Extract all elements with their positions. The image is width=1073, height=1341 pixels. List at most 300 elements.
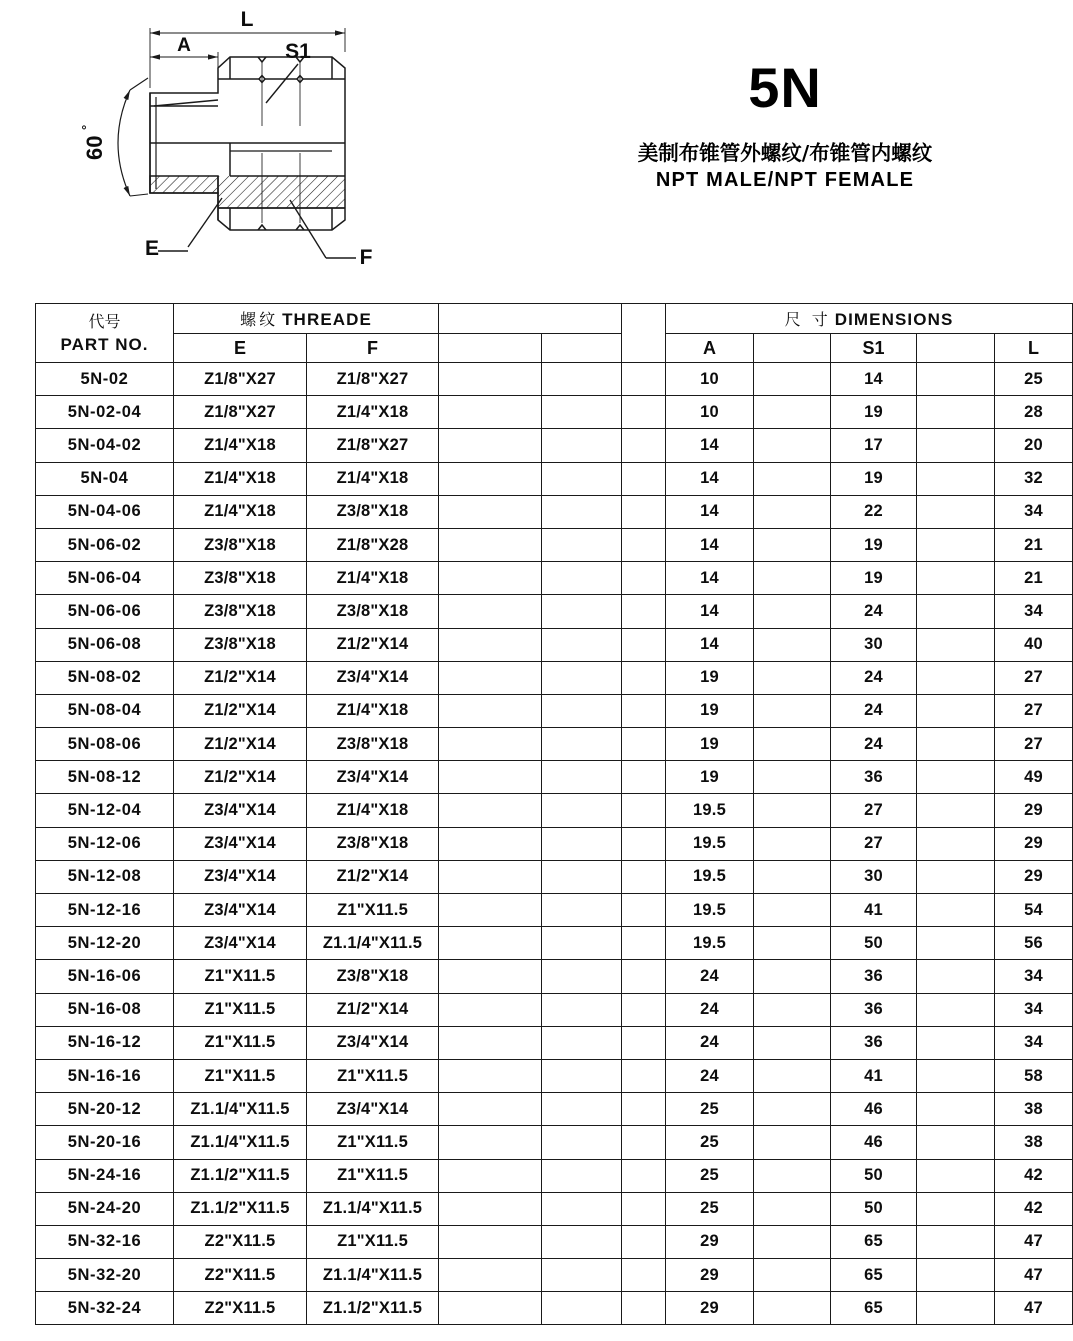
cell-spacer	[622, 528, 666, 561]
cell-dimension-s1: 24	[831, 728, 917, 761]
cell-blank-4	[917, 1059, 995, 1092]
cell-dimension-l: 56	[995, 927, 1073, 960]
cell-blank-4	[917, 1026, 995, 1059]
cell-blank-2	[542, 1026, 622, 1059]
cell-blank-3	[754, 827, 831, 860]
cell-thread-f: Z1.1/2"X11.5	[307, 1292, 439, 1325]
cell-dimension-a: 29	[666, 1225, 754, 1258]
cell-thread-f: Z1/2"X14	[307, 860, 439, 893]
cell-blank-2	[542, 363, 622, 396]
cell-thread-e: Z1"X11.5	[174, 960, 307, 993]
cell-spacer	[622, 1059, 666, 1092]
cell-thread-f: Z1.1/4"X11.5	[307, 1192, 439, 1225]
cell-dimension-a: 25	[666, 1126, 754, 1159]
cell-blank-2	[542, 1292, 622, 1325]
cell-blank-1	[439, 1026, 542, 1059]
cell-spacer	[622, 860, 666, 893]
cell-dimension-s1: 19	[831, 462, 917, 495]
cell-thread-f: Z1/8"X28	[307, 528, 439, 561]
table-row	[36, 761, 1073, 794]
table-row	[36, 993, 1073, 1026]
table-row	[36, 1225, 1073, 1258]
cell-thread-e: Z2"X11.5	[174, 1259, 307, 1292]
cell-thread-e: Z3/4"X14	[174, 794, 307, 827]
cell-part-no: 5N-32-20	[36, 1259, 174, 1292]
cell-blank-1	[439, 794, 542, 827]
cell-dimension-a: 24	[666, 960, 754, 993]
cell-thread-f: Z1/2"X14	[307, 628, 439, 661]
cell-spacer	[622, 1126, 666, 1159]
cell-thread-f: Z1"X11.5	[307, 1159, 439, 1192]
table-row	[36, 396, 1073, 429]
part-series-code: 5N	[748, 56, 822, 119]
cell-blank-3	[754, 694, 831, 727]
cell-dimension-l: 34	[995, 993, 1073, 1026]
cell-dimension-l: 38	[995, 1126, 1073, 1159]
cell-blank-1	[439, 761, 542, 794]
cell-dimension-l: 25	[995, 363, 1073, 396]
cell-spacer	[622, 1292, 666, 1325]
cell-part-no: 5N-06-02	[36, 528, 174, 561]
cell-dimension-a: 25	[666, 1159, 754, 1192]
cell-thread-e: Z3/8"X18	[174, 528, 307, 561]
cell-blank-4	[917, 1159, 995, 1192]
cell-dimension-a: 19.5	[666, 860, 754, 893]
cell-blank-4	[917, 993, 995, 1026]
cell-blank-4	[917, 1093, 995, 1126]
cell-part-no: 5N-08-06	[36, 728, 174, 761]
cell-thread-e: Z1"X11.5	[174, 1059, 307, 1092]
cell-blank-3	[754, 595, 831, 628]
cell-dimension-a: 24	[666, 993, 754, 1026]
cell-dimension-s1: 19	[831, 562, 917, 595]
cell-blank-4	[917, 1259, 995, 1292]
cell-dimension-a: 25	[666, 1192, 754, 1225]
cell-thread-e: Z3/4"X14	[174, 827, 307, 860]
cell-blank-2	[542, 728, 622, 761]
cell-part-no: 5N-08-12	[36, 761, 174, 794]
cell-dimension-s1: 30	[831, 860, 917, 893]
cell-thread-f: Z3/4"X14	[307, 1093, 439, 1126]
column-header-blank-1	[439, 334, 542, 363]
cell-thread-f: Z3/8"X18	[307, 595, 439, 628]
cell-dimension-a: 10	[666, 396, 754, 429]
table-row	[36, 429, 1073, 462]
cell-part-no: 5N-06-04	[36, 562, 174, 595]
cell-part-no: 5N-08-02	[36, 661, 174, 694]
cell-blank-4	[917, 927, 995, 960]
cell-thread-e: Z3/4"X14	[174, 860, 307, 893]
specification-table	[35, 303, 1073, 1325]
column-header-e: E	[174, 334, 307, 363]
cell-blank-2	[542, 860, 622, 893]
header-area	[0, 0, 1002, 290]
cell-thread-e: Z3/4"X14	[174, 894, 307, 927]
cell-blank-2	[542, 429, 622, 462]
product-description-chinese: 美制布锥管外螺纹/布锥管内螺纹	[637, 141, 933, 165]
cell-thread-e: Z1/2"X14	[174, 728, 307, 761]
cell-blank-1	[439, 661, 542, 694]
table-header	[36, 304, 1073, 363]
dimension-label-L: L	[240, 8, 254, 31]
cell-thread-e: Z1/2"X14	[174, 761, 307, 794]
cell-thread-e: Z3/8"X18	[174, 562, 307, 595]
cell-part-no: 5N-04-06	[36, 495, 174, 528]
cell-dimension-l: 47	[995, 1259, 1073, 1292]
cell-thread-f: Z1/8"X27	[307, 429, 439, 462]
cell-dimension-l: 21	[995, 562, 1073, 595]
cell-blank-3	[754, 1059, 831, 1092]
cell-blank-3	[754, 1292, 831, 1325]
cell-part-no: 5N-32-16	[36, 1225, 174, 1258]
cell-blank-1	[439, 728, 542, 761]
cell-thread-f: Z1"X11.5	[307, 1126, 439, 1159]
cell-blank-3	[754, 927, 831, 960]
cell-spacer	[622, 794, 666, 827]
cell-dimension-s1: 36	[831, 993, 917, 1026]
cell-thread-e: Z1/2"X14	[174, 661, 307, 694]
cell-dimension-a: 19.5	[666, 927, 754, 960]
cell-spacer	[622, 960, 666, 993]
cell-thread-e: Z1.1/4"X11.5	[174, 1126, 307, 1159]
cell-dimension-l: 47	[995, 1225, 1073, 1258]
cell-blank-4	[917, 728, 995, 761]
group-header-thread-cn: 螺纹	[240, 310, 279, 329]
cell-spacer	[622, 363, 666, 396]
cell-dimension-s1: 50	[831, 1159, 917, 1192]
cell-thread-f: Z1.1/4"X11.5	[307, 1259, 439, 1292]
product-technical-drawing	[70, 8, 390, 280]
cell-blank-4	[917, 595, 995, 628]
cell-blank-3	[754, 495, 831, 528]
cell-dimension-a: 14	[666, 462, 754, 495]
angle-label-60: 60	[82, 135, 107, 160]
cell-dimension-l: 49	[995, 761, 1073, 794]
column-spacer	[622, 304, 666, 363]
cell-blank-3	[754, 1192, 831, 1225]
cell-blank-4	[917, 694, 995, 727]
cell-blank-2	[542, 927, 622, 960]
cell-blank-2	[542, 1225, 622, 1258]
cell-thread-f: Z3/8"X18	[307, 728, 439, 761]
cell-dimension-a: 14	[666, 595, 754, 628]
degree-symbol: °	[79, 124, 94, 130]
cell-thread-f: Z1"X11.5	[307, 894, 439, 927]
cell-blank-3	[754, 462, 831, 495]
cell-part-no: 5N-20-16	[36, 1126, 174, 1159]
cell-dimension-s1: 22	[831, 495, 917, 528]
cell-blank-2	[542, 396, 622, 429]
cell-dimension-l: 27	[995, 661, 1073, 694]
cell-part-no: 5N-16-06	[36, 960, 174, 993]
column-header-part-no-en: PART NO.	[60, 334, 149, 354]
table-row	[36, 728, 1073, 761]
cell-dimension-s1: 36	[831, 1026, 917, 1059]
cell-dimension-l: 34	[995, 960, 1073, 993]
cell-blank-3	[754, 628, 831, 661]
cell-blank-2	[542, 1093, 622, 1126]
cell-spacer	[622, 1093, 666, 1126]
cell-blank-3	[754, 761, 831, 794]
cell-part-no: 5N-20-12	[36, 1093, 174, 1126]
table-row	[36, 363, 1073, 396]
column-header-blank-2	[542, 334, 622, 363]
cell-blank-3	[754, 363, 831, 396]
cell-part-no: 5N-12-20	[36, 927, 174, 960]
cell-spacer	[622, 462, 666, 495]
cell-thread-f: Z1/8"X27	[307, 363, 439, 396]
cell-blank-1	[439, 495, 542, 528]
cell-blank-1	[439, 595, 542, 628]
cell-spacer	[622, 1192, 666, 1225]
group-header-dimensions-cn: 尺 寸	[784, 310, 831, 329]
cell-thread-f: Z1/4"X18	[307, 562, 439, 595]
cell-dimension-l: 20	[995, 429, 1073, 462]
cell-spacer	[622, 562, 666, 595]
cell-blank-1	[439, 1059, 542, 1092]
cell-blank-1	[439, 960, 542, 993]
cell-blank-4	[917, 363, 995, 396]
cell-blank-3	[754, 1026, 831, 1059]
cell-thread-e: Z1.1/4"X11.5	[174, 1093, 307, 1126]
cell-dimension-a: 19.5	[666, 794, 754, 827]
cell-part-no: 5N-32-24	[36, 1292, 174, 1325]
cell-blank-4	[917, 628, 995, 661]
cell-blank-1	[439, 860, 542, 893]
cell-spacer	[622, 495, 666, 528]
cell-thread-f: Z3/8"X18	[307, 495, 439, 528]
cell-spacer	[622, 661, 666, 694]
cell-spacer	[622, 927, 666, 960]
dimension-label-F: F	[359, 246, 373, 269]
cell-thread-e: Z1/4"X18	[174, 495, 307, 528]
cell-spacer	[622, 1159, 666, 1192]
title-block	[575, 56, 995, 192]
cell-dimension-a: 14	[666, 429, 754, 462]
cell-dimension-s1: 65	[831, 1292, 917, 1325]
cell-dimension-s1: 30	[831, 628, 917, 661]
table-row	[36, 1192, 1073, 1225]
cell-blank-4	[917, 462, 995, 495]
product-description-english: NPT MALE/NPT FEMALE	[655, 168, 915, 191]
table-row	[36, 894, 1073, 927]
column-header-f: F	[307, 334, 439, 363]
cell-blank-2	[542, 1192, 622, 1225]
cell-thread-f: Z3/4"X14	[307, 661, 439, 694]
cell-spacer	[622, 429, 666, 462]
cell-dimension-l: 29	[995, 794, 1073, 827]
cell-blank-1	[439, 363, 542, 396]
cell-part-no: 5N-12-16	[36, 894, 174, 927]
table-row	[36, 595, 1073, 628]
cell-blank-1	[439, 462, 542, 495]
cell-blank-2	[542, 761, 622, 794]
cell-dimension-l: 29	[995, 860, 1073, 893]
cell-spacer	[622, 628, 666, 661]
cell-blank-2	[542, 528, 622, 561]
cell-blank-1	[439, 1093, 542, 1126]
cell-dimension-a: 25	[666, 1093, 754, 1126]
cell-blank-1	[439, 429, 542, 462]
cell-dimension-s1: 46	[831, 1126, 917, 1159]
cell-thread-f: Z1"X11.5	[307, 1225, 439, 1258]
cell-spacer	[622, 1026, 666, 1059]
cell-blank-4	[917, 827, 995, 860]
cell-blank-4	[917, 1192, 995, 1225]
column-group-header-dimensions	[666, 304, 1073, 334]
cell-thread-e: Z1"X11.5	[174, 1026, 307, 1059]
cell-blank-1	[439, 562, 542, 595]
cell-blank-1	[439, 827, 542, 860]
cell-dimension-s1: 24	[831, 595, 917, 628]
cell-blank-1	[439, 694, 542, 727]
cell-dimension-a: 14	[666, 528, 754, 561]
cell-part-no: 5N-06-08	[36, 628, 174, 661]
cell-dimension-l: 32	[995, 462, 1073, 495]
table-row	[36, 860, 1073, 893]
cell-dimension-a: 19.5	[666, 827, 754, 860]
cell-blank-3	[754, 894, 831, 927]
cell-blank-4	[917, 894, 995, 927]
table-row	[36, 1292, 1073, 1325]
cell-thread-e: Z2"X11.5	[174, 1292, 307, 1325]
cell-blank-2	[542, 1259, 622, 1292]
table-row	[36, 1126, 1073, 1159]
cell-blank-3	[754, 860, 831, 893]
cell-dimension-a: 24	[666, 1059, 754, 1092]
cell-part-no: 5N-04	[36, 462, 174, 495]
cell-thread-e: Z1/8"X27	[174, 396, 307, 429]
cell-dimension-a: 29	[666, 1259, 754, 1292]
cell-blank-1	[439, 1192, 542, 1225]
cell-blank-1	[439, 894, 542, 927]
table-body	[36, 363, 1073, 1325]
cell-blank-2	[542, 595, 622, 628]
cell-dimension-s1: 27	[831, 794, 917, 827]
cell-thread-f: Z1.1/4"X11.5	[307, 927, 439, 960]
cell-part-no: 5N-04-02	[36, 429, 174, 462]
cell-dimension-l: 27	[995, 728, 1073, 761]
dimension-label-E: E	[144, 237, 160, 260]
cell-blank-3	[754, 661, 831, 694]
table-row	[36, 794, 1073, 827]
cell-spacer	[622, 694, 666, 727]
cell-thread-f: Z3/4"X14	[307, 761, 439, 794]
cell-dimension-l: 27	[995, 694, 1073, 727]
table-row	[36, 694, 1073, 727]
cell-thread-f: Z3/8"X18	[307, 827, 439, 860]
cell-blank-4	[917, 960, 995, 993]
cell-blank-2	[542, 794, 622, 827]
cell-dimension-s1: 36	[831, 960, 917, 993]
cell-dimension-a: 10	[666, 363, 754, 396]
cell-thread-e: Z1.1/2"X11.5	[174, 1159, 307, 1192]
cell-dimension-a: 14	[666, 562, 754, 595]
cell-blank-1	[439, 993, 542, 1026]
cell-blank-2	[542, 661, 622, 694]
cell-dimension-a: 29	[666, 1292, 754, 1325]
cell-blank-4	[917, 396, 995, 429]
cell-blank-4	[917, 794, 995, 827]
cell-dimension-l: 28	[995, 396, 1073, 429]
cell-blank-2	[542, 495, 622, 528]
cell-dimension-l: 42	[995, 1159, 1073, 1192]
cell-thread-f: Z1/2"X14	[307, 993, 439, 1026]
cell-dimension-l: 40	[995, 628, 1073, 661]
column-header-part-no-cn: 代号	[88, 312, 121, 332]
cell-blank-3	[754, 1225, 831, 1258]
cell-blank-2	[542, 1059, 622, 1092]
cell-blank-3	[754, 1159, 831, 1192]
cell-dimension-a: 19	[666, 661, 754, 694]
group-header-thread-en: THREADE	[282, 310, 372, 329]
table-row	[36, 1059, 1073, 1092]
cell-blank-2	[542, 628, 622, 661]
cell-spacer	[622, 728, 666, 761]
cell-dimension-l: 34	[995, 1026, 1073, 1059]
cell-thread-f: Z1/4"X18	[307, 694, 439, 727]
table-row	[36, 927, 1073, 960]
cell-blank-1	[439, 528, 542, 561]
column-header-blank-4	[917, 334, 995, 363]
table-row	[36, 628, 1073, 661]
table-row	[36, 562, 1073, 595]
cell-dimension-a: 14	[666, 495, 754, 528]
cell-spacer	[622, 595, 666, 628]
cell-blank-1	[439, 396, 542, 429]
cell-blank-1	[439, 1259, 542, 1292]
cell-thread-e: Z2"X11.5	[174, 1225, 307, 1258]
cell-dimension-l: 42	[995, 1192, 1073, 1225]
cell-thread-e: Z1"X11.5	[174, 993, 307, 1026]
table-row	[36, 960, 1073, 993]
cell-thread-e: Z1.1/2"X11.5	[174, 1192, 307, 1225]
cell-spacer	[622, 894, 666, 927]
cell-dimension-s1: 24	[831, 694, 917, 727]
cell-spacer	[622, 993, 666, 1026]
cell-blank-3	[754, 562, 831, 595]
cell-thread-f: Z3/8"X18	[307, 960, 439, 993]
cell-thread-e: Z1/2"X14	[174, 694, 307, 727]
cell-blank-2	[542, 993, 622, 1026]
cell-dimension-s1: 65	[831, 1259, 917, 1292]
cell-dimension-s1: 36	[831, 761, 917, 794]
cell-dimension-s1: 19	[831, 528, 917, 561]
cell-blank-1	[439, 927, 542, 960]
cell-dimension-l: 34	[995, 595, 1073, 628]
cell-blank-4	[917, 528, 995, 561]
table-row	[36, 1093, 1073, 1126]
cell-dimension-l: 54	[995, 894, 1073, 927]
cell-part-no: 5N-24-20	[36, 1192, 174, 1225]
cell-blank-4	[917, 860, 995, 893]
cell-dimension-l: 34	[995, 495, 1073, 528]
cell-blank-2	[542, 1126, 622, 1159]
cell-thread-e: Z1/4"X18	[174, 429, 307, 462]
cell-thread-f: Z1/4"X18	[307, 462, 439, 495]
cell-blank-4	[917, 562, 995, 595]
cell-blank-3	[754, 1259, 831, 1292]
cell-blank-1	[439, 1159, 542, 1192]
cell-blank-3	[754, 1126, 831, 1159]
cell-dimension-s1: 17	[831, 429, 917, 462]
cell-blank-2	[542, 462, 622, 495]
cell-blank-4	[917, 661, 995, 694]
cell-part-no: 5N-12-08	[36, 860, 174, 893]
column-header-a: A	[666, 334, 754, 363]
cell-dimension-a: 24	[666, 1026, 754, 1059]
cell-blank-4	[917, 429, 995, 462]
